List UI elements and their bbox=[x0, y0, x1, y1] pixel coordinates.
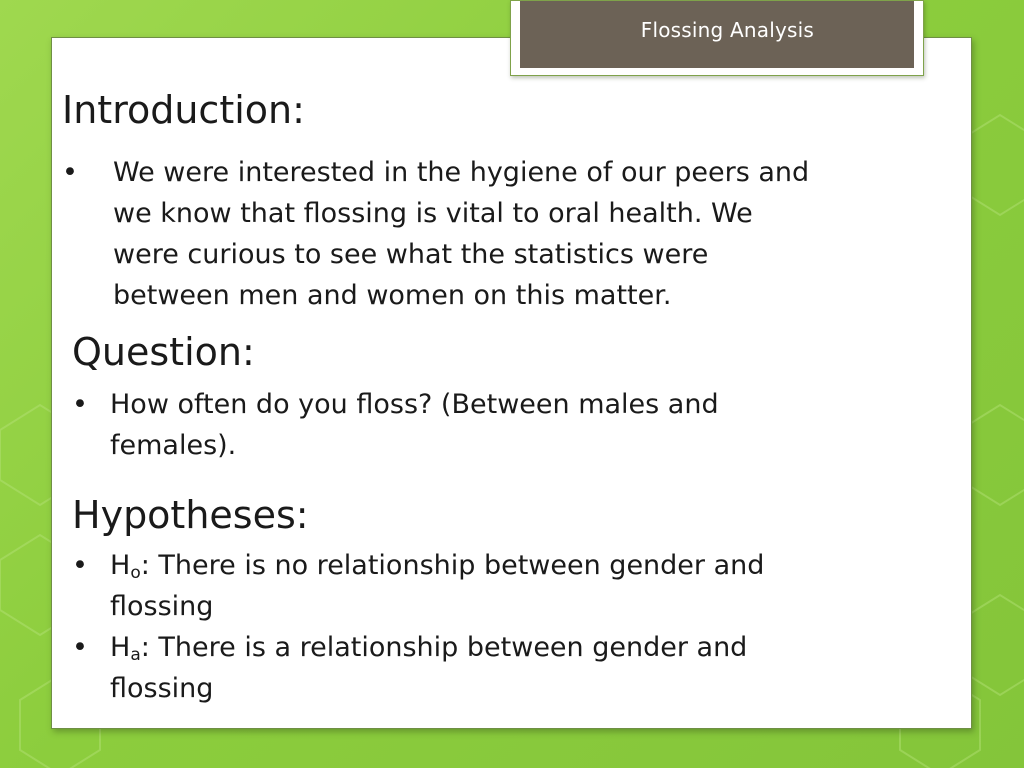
alternative-hypothesis bbox=[110, 627, 747, 709]
question-heading: Question: bbox=[72, 330, 255, 374]
hypothesis-symbol: H bbox=[110, 632, 131, 663]
introduction-line: were curious to see what the statistics were bbox=[113, 239, 709, 270]
bullet-icon: • bbox=[72, 632, 88, 663]
alternative-hypothesis-text: : There is a relationship between gender and bbox=[140, 632, 748, 663]
question-line: How often do you floss? (Between males and bbox=[110, 389, 719, 420]
null-hypothesis bbox=[110, 545, 764, 627]
null-hypothesis-text: : There is no relationship between gender and bbox=[140, 550, 765, 581]
question-paragraph bbox=[110, 384, 719, 466]
alternative-hypothesis-line-1 bbox=[110, 627, 747, 668]
alternative-hypothesis-line-2: flossing bbox=[110, 673, 214, 704]
question-line: females). bbox=[110, 430, 237, 461]
bullet-icon: • bbox=[72, 389, 88, 420]
hypotheses-heading: Hypotheses: bbox=[72, 493, 309, 537]
introduction-heading: Introduction: bbox=[62, 88, 305, 132]
hypothesis-symbol: H bbox=[110, 550, 131, 581]
null-hypothesis-line-1 bbox=[110, 545, 764, 586]
introduction-line: between men and women on this matter. bbox=[113, 280, 672, 311]
introduction-line: We were interested in the hygiene of our peers and bbox=[113, 157, 810, 188]
null-hypothesis-line-2: flossing bbox=[110, 591, 214, 622]
bullet-icon: • bbox=[72, 550, 88, 581]
slide-title: Flossing Analysis bbox=[640, 18, 814, 42]
introduction-paragraph bbox=[113, 152, 809, 316]
hypothesis-subscript: o bbox=[130, 563, 141, 583]
bullet-icon: • bbox=[62, 157, 78, 188]
introduction-line: we know that flossing is vital to oral health. We bbox=[113, 198, 753, 229]
hypothesis-subscript: a bbox=[130, 645, 141, 665]
